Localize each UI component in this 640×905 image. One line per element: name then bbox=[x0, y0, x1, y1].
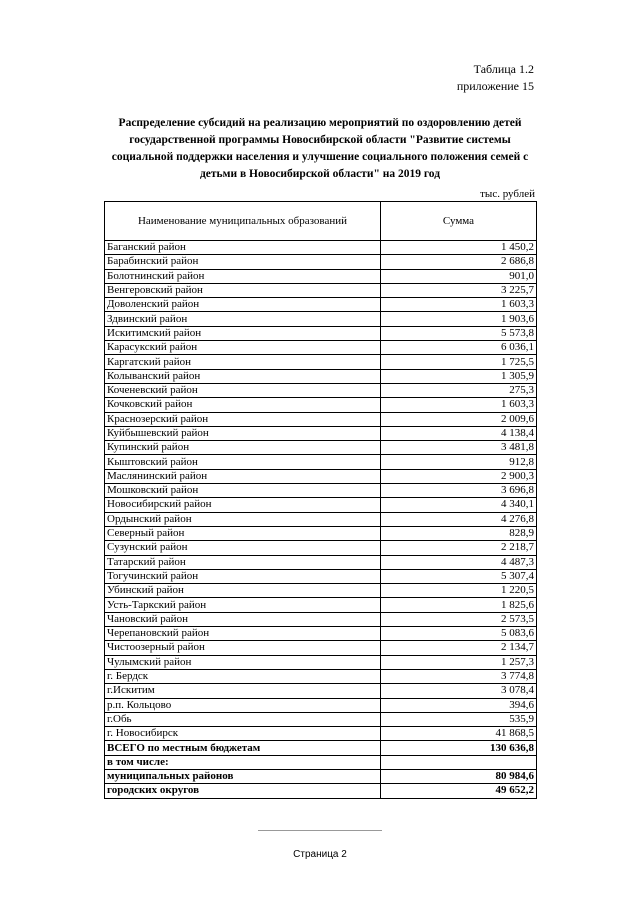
urban-districts-value: 49 652,2 bbox=[381, 784, 537, 798]
including-row bbox=[105, 755, 537, 769]
row-name: Колыванский район bbox=[105, 369, 381, 383]
row-value: 6 036,1 bbox=[381, 341, 537, 355]
table-row bbox=[105, 498, 537, 512]
table-row bbox=[105, 512, 537, 526]
row-value: 4 276,8 bbox=[381, 512, 537, 526]
footer-divider bbox=[258, 830, 382, 831]
row-name: Коченевский район bbox=[105, 383, 381, 397]
table-row bbox=[105, 369, 537, 383]
table-row bbox=[105, 612, 537, 626]
table-row bbox=[105, 269, 537, 283]
table-row bbox=[105, 283, 537, 297]
row-name: г.Искитим bbox=[105, 684, 381, 698]
row-value: 3 774,8 bbox=[381, 669, 537, 683]
table-row bbox=[105, 627, 537, 641]
row-value: 1 725,5 bbox=[381, 355, 537, 369]
table-row bbox=[105, 383, 537, 397]
table-row bbox=[105, 484, 537, 498]
row-name: Сузунский район bbox=[105, 541, 381, 555]
row-value: 5 573,8 bbox=[381, 326, 537, 340]
table-row bbox=[105, 398, 537, 412]
row-value: 41 868,5 bbox=[381, 727, 537, 741]
column-header-name: Наименование муниципальных образований bbox=[105, 202, 381, 241]
table-row bbox=[105, 684, 537, 698]
table-row bbox=[105, 426, 537, 440]
row-value: 1 450,2 bbox=[381, 241, 537, 255]
row-name: Северный район bbox=[105, 526, 381, 540]
table-row bbox=[105, 355, 537, 369]
table-row bbox=[105, 555, 537, 569]
row-name: Чистоозерный район bbox=[105, 641, 381, 655]
including-empty bbox=[381, 755, 537, 769]
table-row bbox=[105, 641, 537, 655]
row-value: 3 078,4 bbox=[381, 684, 537, 698]
table-row bbox=[105, 326, 537, 340]
row-value: 3 696,8 bbox=[381, 484, 537, 498]
row-name: Купинский район bbox=[105, 441, 381, 455]
row-value: 2 900,3 bbox=[381, 469, 537, 483]
row-name: Каргатский район bbox=[105, 355, 381, 369]
row-value: 1 603,3 bbox=[381, 398, 537, 412]
row-value: 2 573,5 bbox=[381, 612, 537, 626]
row-value: 2 218,7 bbox=[381, 541, 537, 555]
row-value: 3 481,8 bbox=[381, 441, 537, 455]
municipal-districts-value: 80 984,6 bbox=[381, 769, 537, 783]
table-row bbox=[105, 584, 537, 598]
municipal-districts-row bbox=[105, 769, 537, 783]
row-name: Новосибирский район bbox=[105, 498, 381, 512]
table-row bbox=[105, 241, 537, 255]
row-value: 2 134,7 bbox=[381, 641, 537, 655]
row-value: 3 225,7 bbox=[381, 283, 537, 297]
total-label: ВСЕГО по местным бюджетам bbox=[105, 741, 381, 755]
row-value: 4 138,4 bbox=[381, 426, 537, 440]
row-name: Тогучинский район bbox=[105, 569, 381, 583]
including-label: в том числе: bbox=[105, 755, 381, 769]
row-value: 1 903,6 bbox=[381, 312, 537, 326]
row-name: р.п. Кольцово bbox=[105, 698, 381, 712]
row-value: 1 257,3 bbox=[381, 655, 537, 669]
row-name: г. Новосибирск bbox=[105, 727, 381, 741]
urban-districts-row bbox=[105, 784, 537, 798]
row-name: г.Обь bbox=[105, 712, 381, 726]
municipal-districts-label: муниципальных районов bbox=[105, 769, 381, 783]
table-row bbox=[105, 455, 537, 469]
row-name: Куйбышевский район bbox=[105, 426, 381, 440]
total-value: 130 636,8 bbox=[381, 741, 537, 755]
table-row bbox=[105, 569, 537, 583]
row-value: 1 305,9 bbox=[381, 369, 537, 383]
row-value: 5 083,6 bbox=[381, 627, 537, 641]
row-value: 2 686,8 bbox=[381, 255, 537, 269]
row-name: Черепановский район bbox=[105, 627, 381, 641]
table-row bbox=[105, 727, 537, 741]
table-row bbox=[105, 541, 537, 555]
row-value: 828,9 bbox=[381, 526, 537, 540]
table-row bbox=[105, 298, 537, 312]
table-row bbox=[105, 698, 537, 712]
table-row bbox=[105, 712, 537, 726]
row-value: 4 340,1 bbox=[381, 498, 537, 512]
row-name: Чановский район bbox=[105, 612, 381, 626]
row-name: Татарский район bbox=[105, 555, 381, 569]
row-value: 4 487,3 bbox=[381, 555, 537, 569]
row-value: 1 603,3 bbox=[381, 298, 537, 312]
table-row bbox=[105, 655, 537, 669]
table-row bbox=[105, 412, 537, 426]
row-value: 535,9 bbox=[381, 712, 537, 726]
table-body bbox=[105, 241, 537, 799]
total-row bbox=[105, 741, 537, 755]
row-value: 394,6 bbox=[381, 698, 537, 712]
table-row bbox=[105, 598, 537, 612]
table-row bbox=[105, 469, 537, 483]
row-name: Мошковский район bbox=[105, 484, 381, 498]
row-value: 1 825,6 bbox=[381, 598, 537, 612]
table-number-label: Таблица 1.2 bbox=[473, 62, 534, 76]
table-row bbox=[105, 341, 537, 355]
table-row bbox=[105, 669, 537, 683]
row-name: Искитимский район bbox=[105, 326, 381, 340]
table-row bbox=[105, 312, 537, 326]
row-name: Баганский район bbox=[105, 241, 381, 255]
row-name: Краснозерский район bbox=[105, 412, 381, 426]
row-name: Усть-Таркский район bbox=[105, 598, 381, 612]
row-name: Карасукский район bbox=[105, 341, 381, 355]
table-row bbox=[105, 441, 537, 455]
urban-districts-label: городских округов bbox=[105, 784, 381, 798]
subsidy-table bbox=[104, 201, 537, 799]
table-row bbox=[105, 526, 537, 540]
row-name: Болотнинский район bbox=[105, 269, 381, 283]
row-value: 275,3 bbox=[381, 383, 537, 397]
row-name: Венгеровский район bbox=[105, 283, 381, 297]
row-name: Барабинский район bbox=[105, 255, 381, 269]
row-name: Маслянинский район bbox=[105, 469, 381, 483]
row-name: Ордынский район bbox=[105, 512, 381, 526]
page-number: Страница 2 bbox=[293, 849, 347, 860]
document-title: Распределение субсидий на реализацию мероприятий по оздоровлению детей государственной программы Новосибирской области "Развитие системы социальной поддержки населения и улучшение социального положения семей с детьми в Новосибирской области" на 2019 год bbox=[111, 117, 529, 180]
row-value: 912,8 bbox=[381, 455, 537, 469]
column-header-sum: Сумма bbox=[381, 202, 537, 241]
row-name: Здвинский район bbox=[105, 312, 381, 326]
row-name: Кыштовский район bbox=[105, 455, 381, 469]
row-name: Кочковский район bbox=[105, 398, 381, 412]
row-name: Доволенский район bbox=[105, 298, 381, 312]
appendix-label: приложение 15 bbox=[456, 79, 534, 93]
table-header-row bbox=[105, 202, 537, 241]
row-value: 5 307,4 bbox=[381, 569, 537, 583]
row-value: 901,0 bbox=[381, 269, 537, 283]
row-name: г. Бердск bbox=[105, 669, 381, 683]
row-value: 1 220,5 bbox=[381, 584, 537, 598]
row-value: 2 009,6 bbox=[381, 412, 537, 426]
row-name: Чулымский район bbox=[105, 655, 381, 669]
units-label: тыс. рублей bbox=[480, 188, 535, 200]
row-name: Убинский район bbox=[105, 584, 381, 598]
table-row bbox=[105, 255, 537, 269]
